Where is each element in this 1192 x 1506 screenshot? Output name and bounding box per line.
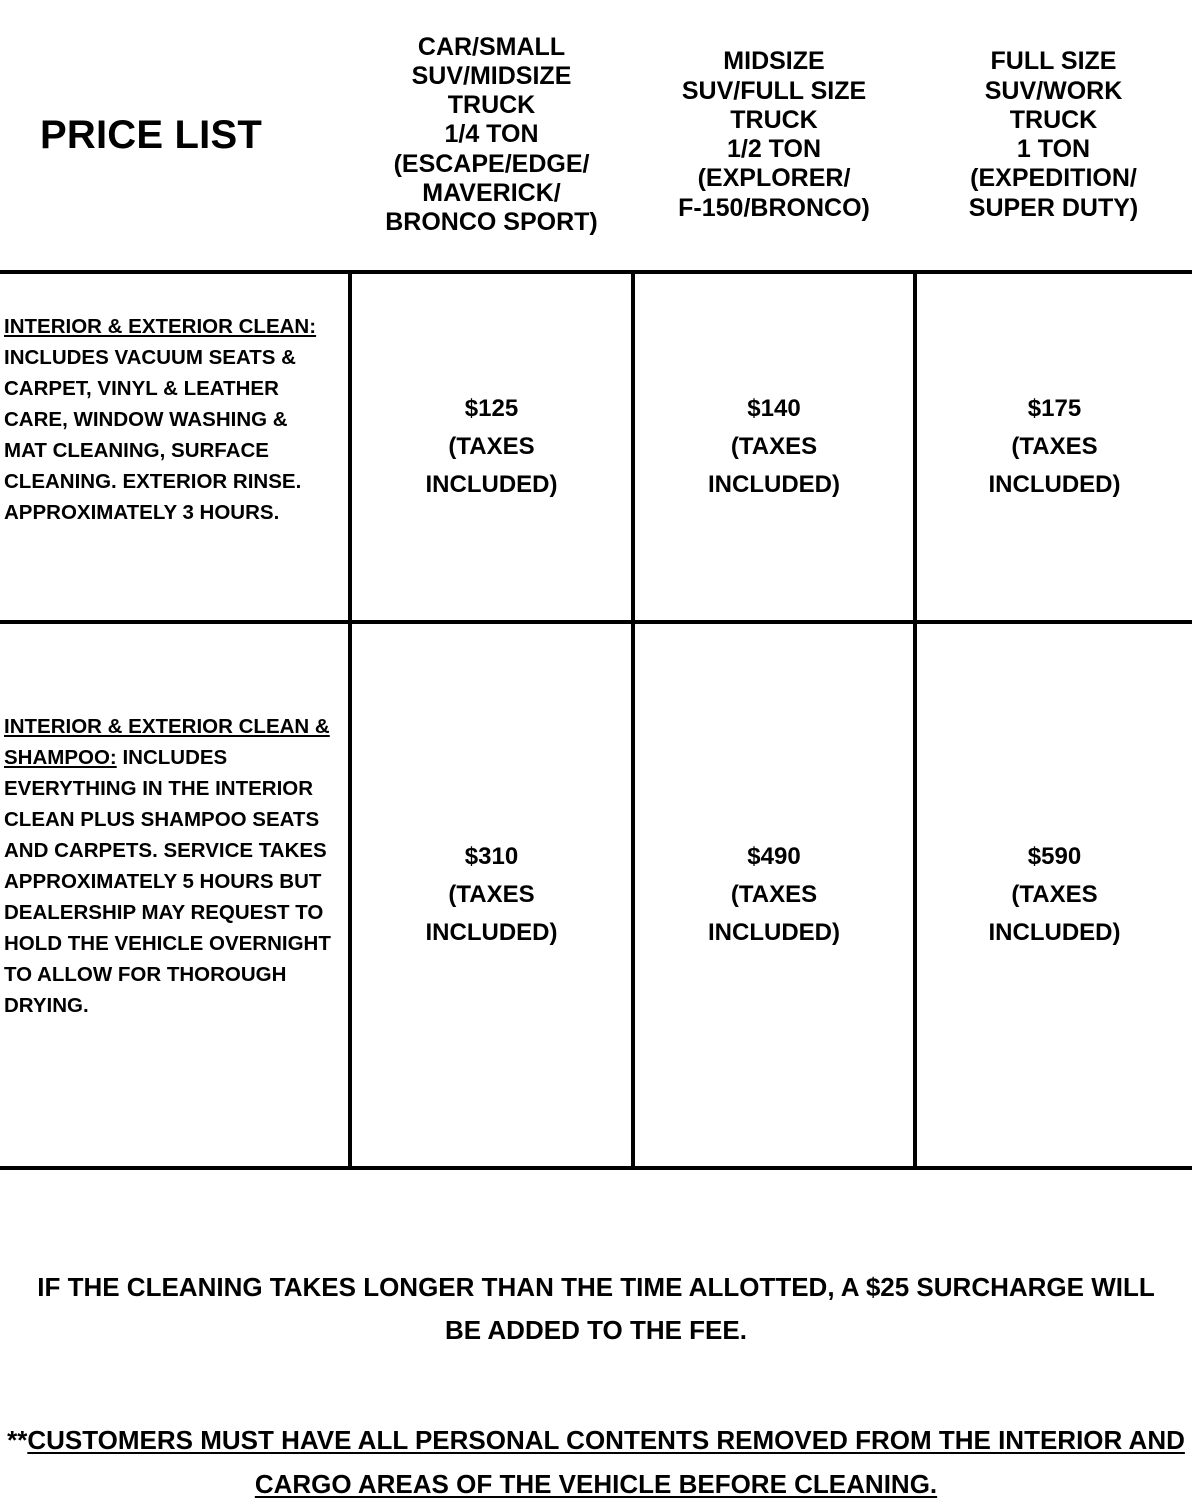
- header-line: TRUCK: [730, 105, 818, 134]
- price-block: [917, 832, 1192, 958]
- header-line: SUPER DUTY): [968, 193, 1139, 222]
- contents-note-text: CUSTOMERS MUST HAVE ALL PERSONAL CONTENTS REMOVED FROM THE INTERIOR AND CARGO AREAS OF THE VEHICLE BEFORE CLEANING.: [27, 1425, 1185, 1499]
- price-amount: $590: [1027, 843, 1082, 870]
- price-block: [635, 832, 913, 958]
- header-line: 1/4 TON: [444, 120, 539, 149]
- table-body: [0, 272, 1192, 1168]
- footer-notes: [0, 1170, 1192, 1506]
- service-name: INTERIOR & EXTERIOR CLEAN & SHAMPOO:: [4, 715, 330, 769]
- contents-removal-note: [0, 1352, 1192, 1506]
- price-note-line2: INCLUDED): [988, 919, 1121, 946]
- header-line: 1 TON: [1016, 135, 1091, 163]
- header-line: SUV/MIDSIZE: [411, 61, 572, 90]
- service-description-cell: [0, 622, 350, 1168]
- price-note-line1: (TAXES: [448, 433, 535, 460]
- price-note-line2: INCLUDED): [708, 471, 840, 498]
- header-line: BRONCO SPORT): [385, 208, 598, 237]
- page-title: PRICE LIST: [39, 113, 263, 157]
- price-block: [635, 384, 913, 510]
- table-header: [0, 0, 1192, 272]
- price-amount: $310: [464, 843, 519, 870]
- service-name: INTERIOR & EXTERIOR CLEAN:: [4, 315, 317, 338]
- price-cell-quarter-ton: [350, 622, 633, 1168]
- price-amount: $125: [464, 395, 519, 422]
- price-cell-one-ton: [915, 622, 1192, 1168]
- header-line: SUV/FULL SIZE: [681, 76, 867, 105]
- header-line: TRUCK: [447, 91, 536, 120]
- service-detail: INCLUDES EVERYTHING IN THE INTERIOR CLEAN PLUS SHAMPOO SEATS AND CARPETS. SERVICE TAKES APPROXIMATELY 5 HOURS BUT DEALERSHIP MAY REQUEST TO HOLD THE VEHICLE OVERNIGHT TO ALLOW FOR THOROUGH DRYING.: [4, 746, 331, 1017]
- header-line: MAVERICK/: [422, 178, 561, 207]
- column-header-quarter-ton: [350, 0, 633, 272]
- header-line: MIDSIZE: [723, 47, 825, 76]
- price-note-line1: (TAXES: [730, 881, 818, 908]
- header-line: 1/2 TON: [726, 135, 822, 163]
- price-cell-quarter-ton: [350, 272, 633, 622]
- price-note-line1: (TAXES: [1011, 881, 1098, 908]
- price-note-line1: (TAXES: [730, 433, 818, 460]
- table-row: [0, 272, 1192, 622]
- price-amount: $140: [747, 395, 801, 422]
- service-description-text: [0, 624, 348, 1051]
- price-cell-one-ton: [915, 272, 1192, 622]
- header-line: CAR/SMALL: [417, 32, 566, 61]
- header-line: (EXPEDITION/: [970, 164, 1137, 193]
- header-line: (ESCAPE/EDGE/: [393, 149, 590, 178]
- price-note-line2: INCLUDED): [708, 919, 840, 946]
- column-header-half-ton: [633, 0, 915, 272]
- price-block: [352, 832, 631, 958]
- price-block: [352, 384, 631, 510]
- surcharge-note: IF THE CLEANING TAKES LONGER THAN THE TIME ALLOTTED, A $25 SURCHARGE WILL BE ADDED TO THE FEE.: [37, 1272, 1155, 1345]
- service-description-text: [0, 274, 348, 558]
- header-line: SUV/WORK: [984, 76, 1123, 105]
- table-header-row: [0, 0, 1192, 272]
- price-amount: $490: [747, 843, 801, 870]
- contents-note-prefix: **: [7, 1425, 28, 1455]
- header-line: TRUCK: [1009, 105, 1098, 134]
- price-note-line2: INCLUDED): [988, 471, 1121, 498]
- column-header-one-ton: [915, 0, 1192, 272]
- price-note-line2: INCLUDED): [425, 471, 558, 498]
- price-cell-half-ton: [633, 272, 915, 622]
- service-description-cell: [0, 272, 350, 622]
- header-line: (EXPLORER/: [697, 164, 851, 193]
- price-amount: $175: [1027, 395, 1082, 422]
- price-note-line1: (TAXES: [1011, 433, 1098, 460]
- table-row: [0, 622, 1192, 1168]
- header-line: F-150/BRONCO): [678, 193, 870, 222]
- price-block: [917, 384, 1192, 510]
- header-line: FULL SIZE: [990, 47, 1117, 76]
- price-note-line1: (TAXES: [448, 881, 535, 908]
- price-note-line2: INCLUDED): [425, 919, 558, 946]
- service-detail: INCLUDES VACUUM SEATS & CARPET, VINYL & LEATHER CARE, WINDOW WASHING & MAT CLEANING, SURFACE CLEANING. EXTERIOR RINSE. APPROXIMATELY 3 HOURS.: [4, 346, 302, 524]
- price-cell-half-ton: [633, 622, 915, 1168]
